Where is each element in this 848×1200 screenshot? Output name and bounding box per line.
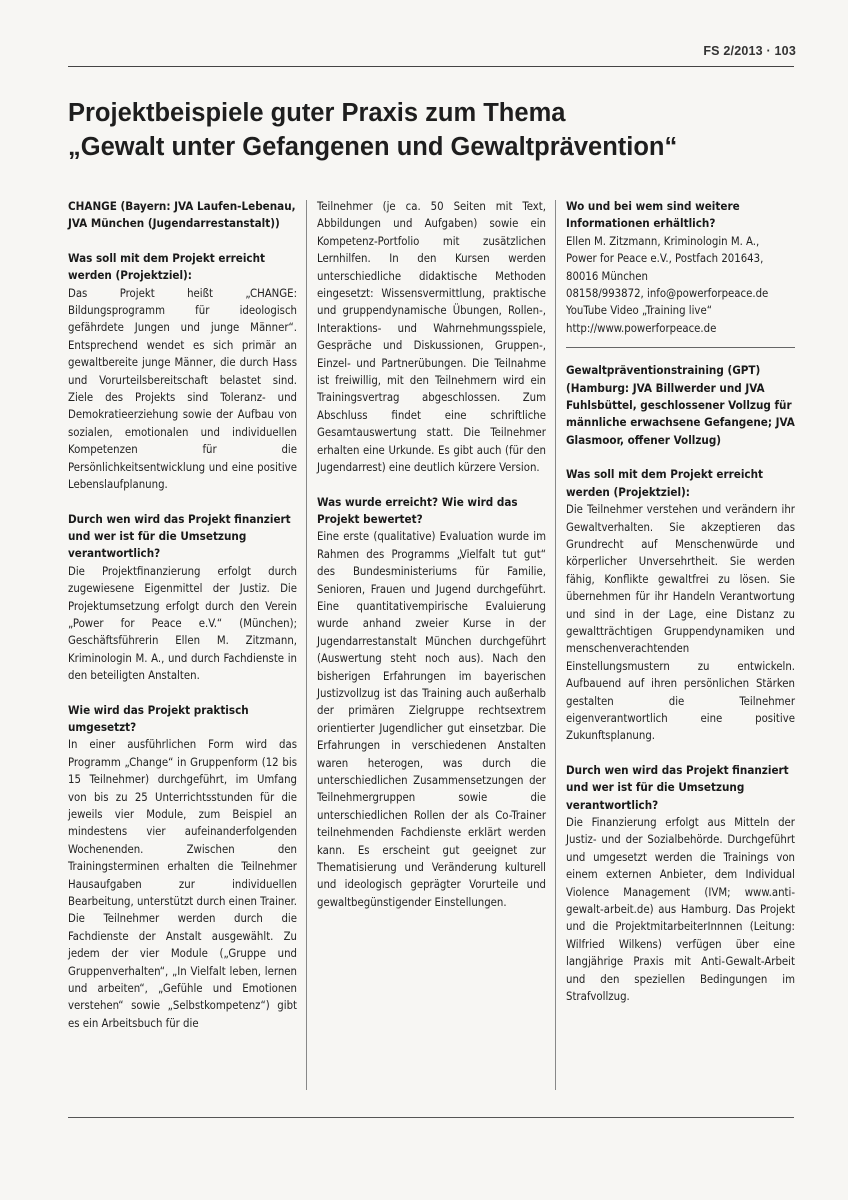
project-heading-change: CHANGE (Bayern: JVA Laufen-Lebenau, JVA München (Jugendarrestanstalt)) <box>68 199 296 231</box>
header-rule <box>68 66 794 67</box>
column-1 <box>68 198 297 1032</box>
contact-line: 08158/993872, info@powerforpeace.de <box>566 287 769 301</box>
section-heading-result: Was wurde erreicht? Wie wird das Projekt bewertet? <box>317 494 518 526</box>
section-heading-finance: Durch wen wird das Projekt finanziert und wer ist für die Umsetzung verantwortlich? <box>68 511 291 561</box>
contact-line: Power for Peace e.V., Postfach 201643, <box>566 252 764 266</box>
section-text-result: Eine erste (qualitative) Evaluation wurde im Rahmen des Programms „Vielfalt tut gut“ des Bundesministeriums für Familie, Senioren, Frauen und Jugend durchgeführt. Eine quantitativempirische Evaluierung wurde anhand zweier Kurse in der Jugendarrestanstalt München durchgeführt (Auswertung steht noch aus). Nach den bisherigen Erfahrungen im bayerischen Justizvollzug ist das Training auch außerhalb der primären Zielgruppe rechtsextrem orientierter Jugendlicher gut einsetzbar. Die Erfahrungen in verschiedenen Anstalten waren heterogen, was durch die unterschiedlichen Zusammensetzungen der Teilnehmergruppen sowie die unterschiedlichen Rollen der als Co-Trainer teilnehmenden Fachdienste erklärt werden kann. Es erscheint gut geeignet zur Thematisierung und Veränderung kulturell und ideologisch geprägter Vorurteile und gewaltbegünstigender Einstellungen. <box>317 530 546 909</box>
section-text-goal: Das Projekt heißt „CHANGE: Bildungsprogramm für ideologisch gefährdete Jungen und junge Männer“. Entsprechend wendet es sich primär an gewaltbereite junge Männer, die durch Hass und Vorurteilsbereitschaft belastet sind. Ziele des Projekts sind Toleranz- und Demokratieerziehung sowie der Aufbau von sozialen, emotionalen und individuellen Kompetenzen für die Persönlichkeitsentwicklung und eine positive Lebenslaufplanung. <box>68 286 297 492</box>
page-title <box>68 96 808 164</box>
page-number: FS 2/2013 · 103 <box>703 44 796 58</box>
section-heading-info: Wo und bei wem sind weitere Informationen erhältlich? <box>566 199 740 231</box>
column-divider-1 <box>306 200 307 1090</box>
column-2 <box>317 198 546 911</box>
section-heading-practice: Wie wird das Projekt praktisch umgesetzt? <box>68 702 249 734</box>
project-heading-gpt: Gewaltpräventionstraining (GPT) (Hamburg: JVA Billwerder und JVA Fuhlsbüttel, geschlossener Vollzug für männliche erwachsene Gefangene; JVA Glasmoor, offener Vollzug) <box>566 363 795 447</box>
section-text-finance: Die Projektfinanzierung erfolgt durch zugewiesene Eigenmittel der Justiz. Die Projektumsetzung erfolgt durch den Verein „Power for Peace e.V.“ (München); Geschäftsführerin Ellen M. Zitzmann, Kriminologin M. A., und durch Fachdienste in den beteiligten Anstalten. <box>68 564 297 683</box>
column-divider-2 <box>555 200 556 1090</box>
section-heading-goal: Was soll mit dem Projekt erreicht werden (Projektziel): <box>566 467 763 499</box>
page-title-line-1: Projektbeispiele guter Praxis zum Thema <box>68 99 566 127</box>
contact-line: YouTube Video „Training live“ <box>566 304 712 318</box>
section-heading-goal: Was soll mit dem Projekt erreicht werden (Projektziel): <box>68 250 265 283</box>
section-heading-finance: Durch wen wird das Projekt finanziert und wer ist für die Umsetzung verantwortlich? <box>566 762 789 812</box>
column-3 <box>566 198 795 1005</box>
section-separator <box>566 347 795 348</box>
page-title-line-2: „Gewalt unter Gefangenen und Gewaltprävention“ <box>68 133 678 161</box>
contact-line: Ellen M. Zitzmann, Kriminologin M. A., <box>566 234 760 248</box>
contact-line: http://www.powerforpeace.de <box>566 321 717 335</box>
contact-line: 80016 München <box>566 269 648 283</box>
section-text-practice-continued: Teilnehmer (je ca. 50 Seiten mit Text, Abbildungen und Aufgaben) sowie ein Kompetenz-Portfolio mit zusätzlichen Lernhilfen. In den Kursen werden unterschiedliche didaktische Methoden eingesetzt: Wissensvermittlung, praktische und gruppendynamische Übungen, Rollen-, Interaktions- und Wahrnehmungsspiele, Gespräche und Diskussionen, Gruppen-, Einzel- und Partnerübungen. Die Teilnahme ist freiwillig, mit den Teilnehmern wird ein Trainingsvertrag abgeschlossen. Zum Abschluss findet eine schriftliche Gesamtauswertung statt. Die Teilnehmer erhalten eine Urkunde. Es gibt auch (für den Jugendarrest) eine deutlich kürzere Version. <box>317 200 546 475</box>
footer-rule <box>68 1117 794 1118</box>
section-text-goal: Die Teilnehmer verstehen und verändern ihr Gewaltverhalten. Sie akzeptieren das Grundrecht auf Menschenwürde und körperlicher Unversehrtheit. Sie werden fähig, Konflikte gewaltfrei zu lösen. Sie übernehmen für ihr Handeln Verantwortung und sind in der Lage, eine Distanz zu gewaltträchtigen Gruppendynamiken und menschenverachtenden Einstellungsmustern zu entwickeln. Aufbauend auf ihren persönlichen Stärken gestalten die Teilnehmer eigenverantwortlich eine positive Zukunftsplanung. <box>566 503 795 743</box>
section-text-finance: Die Finanzierung erfolgt aus Mitteln der Justiz- und der Sozialbehörde. Durchgeführt und umgesetzt werden die Trainings von einem externen Anbieter, dem Individual Violence Management (IVM; www.anti-gewalt-arbeit.de) aus Hamburg. Das Projekt und die ProjektmitarbeiterInnnen (Leitung: Wilfried Wilkens) verfügen über eine langjährige Praxis mit Anti-Gewalt-Arbeit und den speziellen Bedingungen im Strafvollzug. <box>566 816 795 1004</box>
section-text-practice: In einer ausführlichen Form wird das Programm „Change“ in Gruppenform (12 bis 15 Teilnehmer) durchgeführt, im Umfang von bis zu 25 Unterrichtsstunden für die jeweils vier Module, zum Beispiel an mindestens vier aufeinanderfolgenden Wochenenden. Zwischen den Trainingsterminen erhalten die Teilnehmer Hausaufgaben zur individuellen Bearbeitung, unterstützt durch einen Trainer. Die Teilnehmer werden durch die Fachdienste der Anstalt ausgewählt. Zu jedem der vier Module („Gruppe und Gruppenverhalten“, „In Vielfalt leben, lernen und arbeiten“, „Gefühle und Emotionen verstehen“ sowie „Selbstkompetenz“) gibt es ein Arbeitsbuch für die <box>68 738 297 1030</box>
